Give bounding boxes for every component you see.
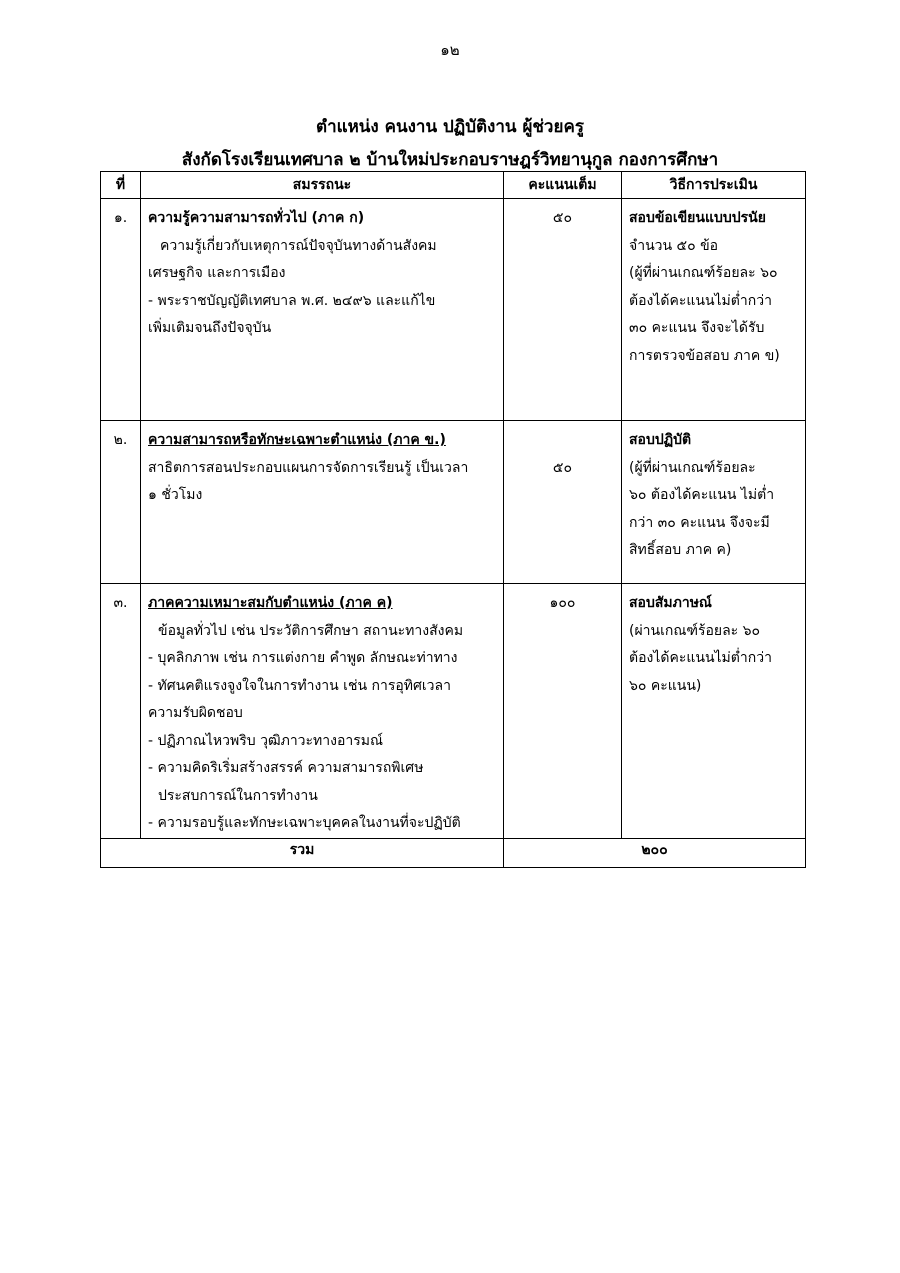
competency-line: - ทัศนคติแรงจูงใจในการทำงาน เช่น การอุทิศเวลา [148, 677, 451, 694]
header-competency: สมรรถนะ [141, 172, 504, 199]
method-title: สอบข้อเขียนแบบปรนัย [629, 210, 766, 226]
header-method: วิธีการประเมิน [622, 172, 806, 199]
row-number-cell [101, 421, 141, 584]
method-line: สิทธิ์สอบ ภาค ค) [629, 542, 732, 558]
method-cell [622, 199, 806, 421]
method-line: ต้องได้คะแนนไม่ต่ำกว่า [629, 650, 772, 666]
method-title: สอบสัมภาษณ์ [629, 595, 712, 611]
score-cell [504, 199, 622, 421]
spacer [504, 427, 621, 455]
competency-line: ความรู้เกี่ยวกับเหตุการณ์ปัจจุบันทางด้านสังคม [160, 237, 437, 254]
table-row [101, 421, 806, 584]
row-number: ๓. [113, 595, 128, 611]
full-score: ๑๐๐ [549, 595, 576, 611]
competency-cell [141, 421, 504, 584]
score-cell [504, 421, 622, 584]
competency-title: ภาคความเหมาะสมกับตำแหน่ง (ภาค ค) [148, 595, 393, 611]
row-number-cell [101, 584, 141, 839]
method-line: ๓๐ คะแนน จึงจะได้รับ [629, 320, 765, 336]
competency-title: ความรู้ความสามารถทั่วไป (ภาค ก) [148, 210, 365, 226]
score-cell [504, 584, 622, 839]
row-number: ๑. [113, 210, 128, 226]
table-row [101, 199, 806, 421]
competency-line: - บุคลิกภาพ เช่น การแต่งกาย คำพูด ลักษณะท่าทาง [148, 650, 458, 666]
method-line: (ผู้ที่ผ่านเกณฑ์ร้อยละ [629, 459, 756, 476]
row-number-cell [101, 199, 141, 421]
competency-cell [141, 584, 504, 839]
position-title: ตำแหน่ง คนงาน ปฏิบัติงาน ผู้ช่วยครู [316, 117, 584, 137]
method-line: (ผู้ที่ผ่านเกณฑ์ร้อยละ ๖๐ [629, 265, 778, 281]
table-header-row [101, 172, 806, 199]
method-line: กว่า ๓๐ คะแนน จึงจะมี [629, 514, 770, 531]
page-number: ๑๒ [440, 41, 460, 59]
row-number: ๒. [113, 432, 128, 448]
method-cell [622, 421, 806, 584]
competency-line: - ความรอบรู้และทักษะเฉพาะบุคคลในงานที่จะปฏิบัติ [148, 815, 461, 831]
header-full-score: คะแนนเต็ม [504, 172, 622, 199]
method-line: จำนวน ๕๐ ข้อ [629, 237, 719, 254]
affiliation-title: สังกัดโรงเรียนเทศบาล ๒ บ้านใหม่ประกอบราษฎร์วิทยานุกูล กองการศึกษา [181, 150, 719, 170]
method-line: ๖๐ คะแนน) [629, 677, 702, 694]
full-score: ๕๐ [552, 210, 573, 226]
assessment-table [100, 171, 806, 868]
method-cell [622, 584, 806, 839]
total-score: ๒๐๐ [504, 838, 806, 867]
method-line: ต้องได้คะแนนไม่ต่ำกว่า [629, 292, 772, 309]
competency-line: - ปฏิภาณไหวพริบ วุฒิภาวะทางอารมณ์ [148, 732, 383, 749]
method-line: การตรวจข้อสอบ ภาค ข) [629, 347, 780, 364]
header-no: ที่ [101, 172, 141, 199]
competency-cell [141, 199, 504, 421]
competency-line: เพิ่มเติมจนถึงปัจจุบัน [148, 320, 272, 336]
full-score: ๕๐ [552, 459, 573, 476]
competency-line: ประสบการณ์ในการทำงาน [158, 787, 318, 804]
competency-line: ข้อมูลทั่วไป เช่น ประวัติการศึกษา สถานะทางสังคม [158, 622, 464, 639]
total-label: รวม [101, 838, 504, 867]
competency-line: - พระราชบัญญัติเทศบาล พ.ศ. ๒๔๙๖ และแก้ไข [148, 292, 436, 309]
method-title: สอบปฏิบัติ [629, 432, 692, 448]
competency-title: ความสามารถหรือทักษะเฉพาะตำแหน่ง (ภาค ข.) [148, 432, 446, 448]
method-line: (ผ่านเกณฑ์ร้อยละ ๖๐ [629, 622, 761, 639]
competency-line: สาธิตการสอนประกอบแผนการจัดการเรียนรู้ เป็นเวลา [148, 459, 469, 476]
competency-line: - ความคิดริเริ่มสร้างสรรค์ ความสามารถพิเศษ [148, 760, 424, 776]
method-line: ๖๐ ต้องได้คะแนน ไม่ต่ำ [629, 487, 775, 503]
competency-line: ๑ ชั่วโมง [148, 487, 203, 503]
total-row [101, 838, 806, 867]
table-row [101, 584, 806, 839]
competency-line: ความรับผิดชอบ [148, 705, 243, 721]
competency-line: เศรษฐกิจ และการเมือง [148, 265, 286, 281]
